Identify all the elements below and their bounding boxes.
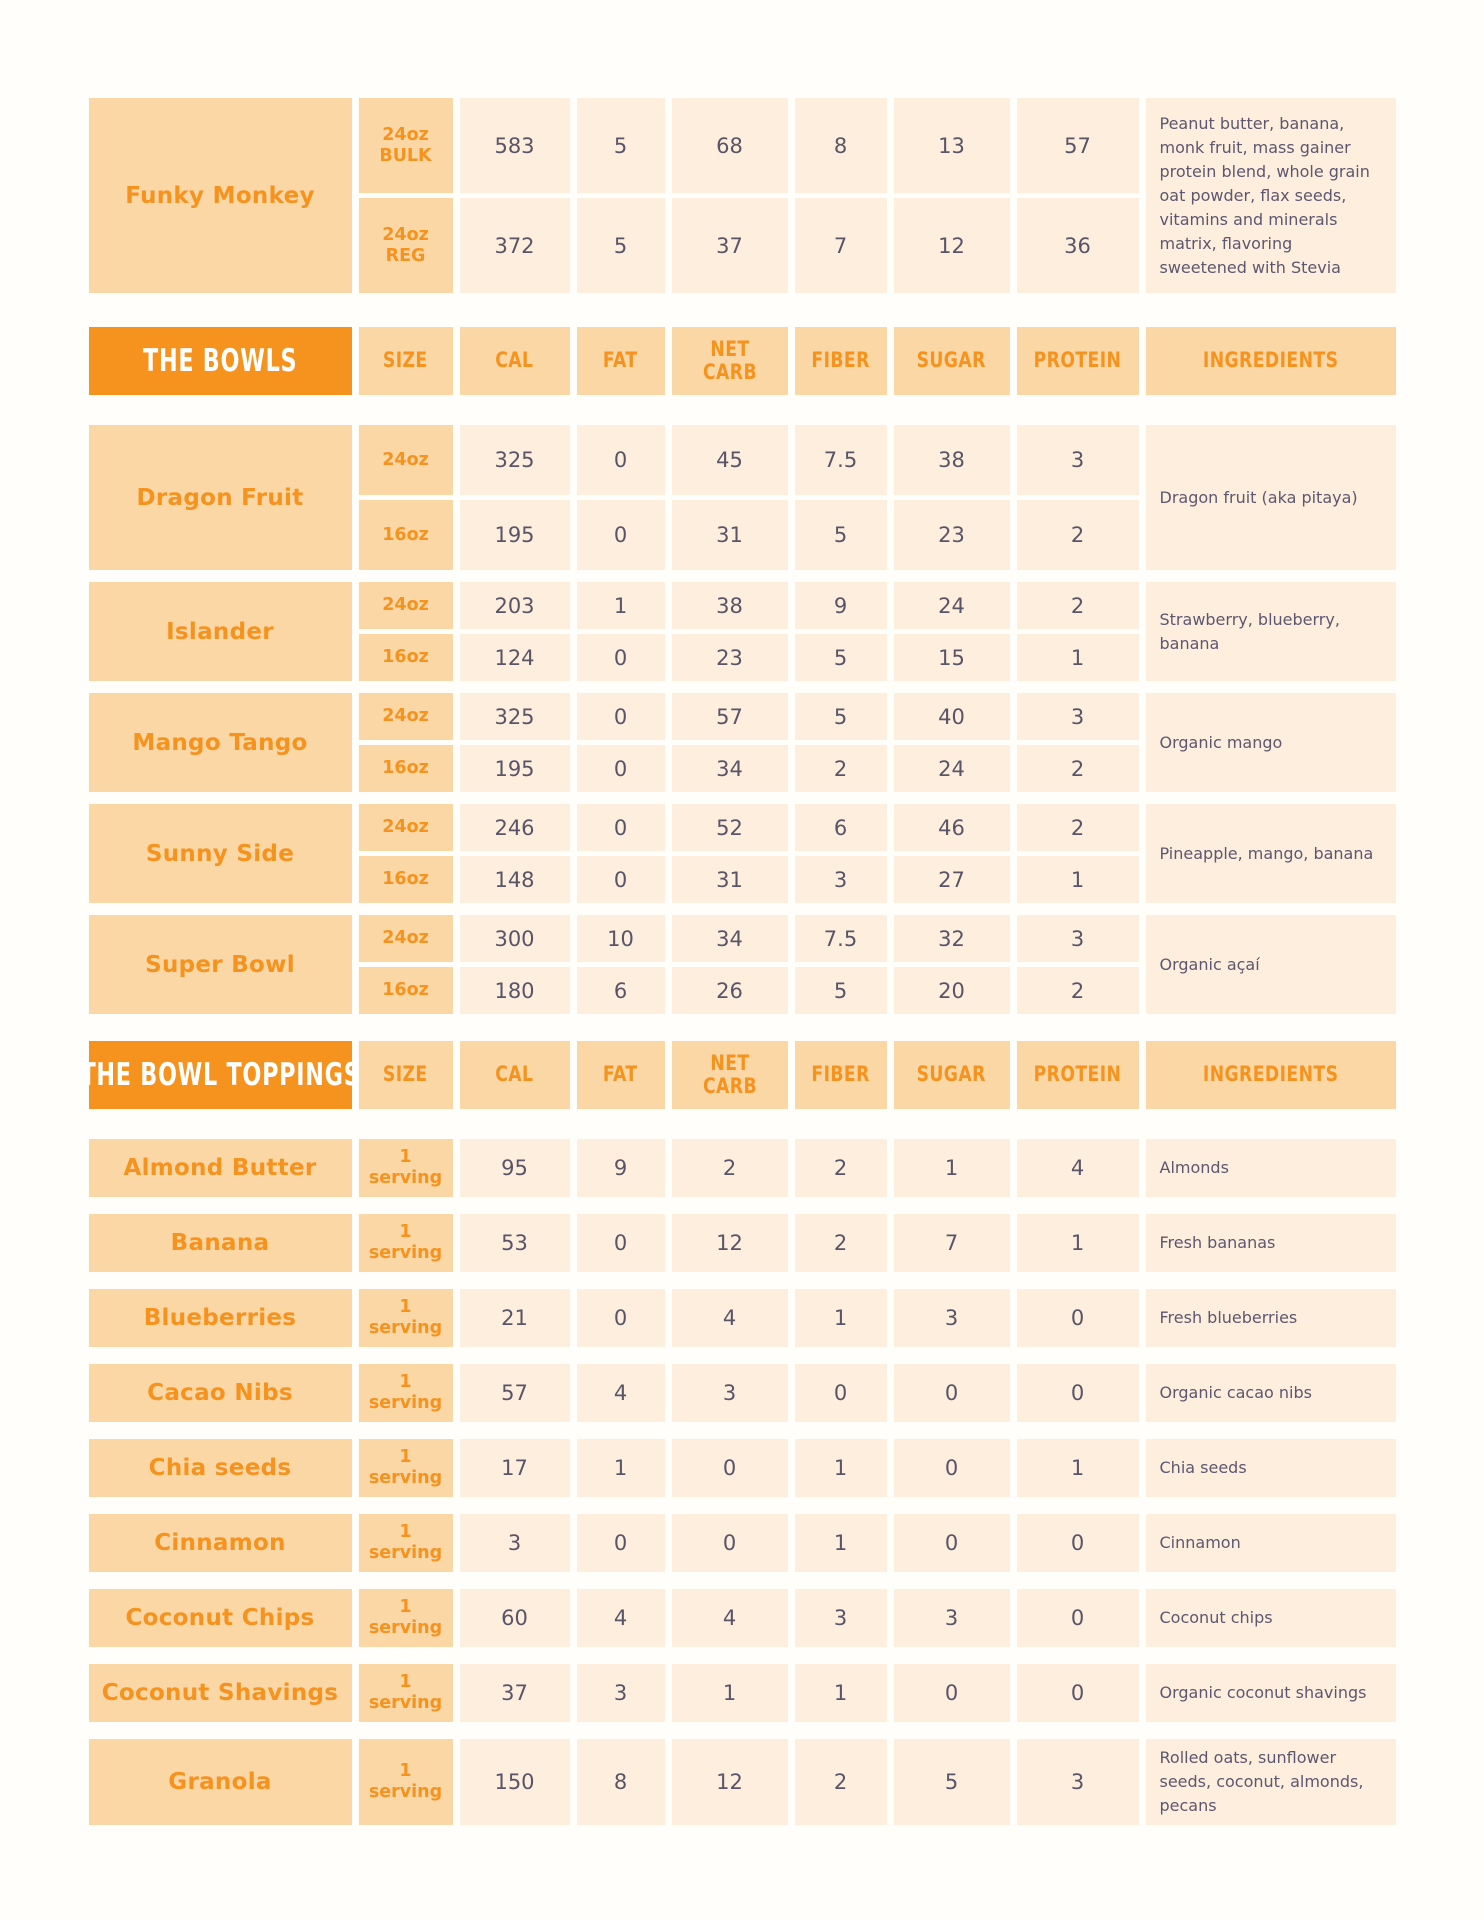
sugar-value: 32 (894, 915, 1010, 962)
nutrition-table (79, 0, 1396, 1825)
ingredients-cell: Peanut butter, banana, monk fruit, mass gainer protein blend, whole grain oat powder, flax seeds, vitamins and minerals matrix, flavoring sweetened with Stevia (1146, 98, 1396, 293)
column-header-text: SUGAR (916, 348, 987, 373)
size-label-line: 16oz (382, 758, 429, 778)
column-header-text: FIBER (811, 1062, 870, 1087)
product-row (89, 1439, 1396, 1497)
product-row (89, 693, 1396, 792)
cal-value: 180 (460, 967, 570, 1014)
column-header-size (359, 1041, 453, 1109)
fat-value: 5 (577, 98, 665, 193)
net-carb-value: 0 (672, 1439, 788, 1497)
product-name: Dragon Fruit (89, 425, 352, 570)
sugar-value: 23 (894, 500, 1010, 570)
fat-value: 6 (577, 967, 665, 1014)
net-carb-value: 31 (672, 856, 788, 903)
fiber-value: 3 (795, 856, 887, 903)
product-row (89, 1214, 1396, 1272)
size-label-line: serving (368, 1318, 443, 1338)
size-label-line: BULK (379, 145, 432, 166)
fat-value: 0 (577, 693, 665, 740)
cal-value: 21 (460, 1289, 570, 1347)
cal-value: 60 (460, 1589, 570, 1647)
ingredients-cell: Organic cacao nibs (1146, 1364, 1396, 1422)
ingredients-cell: Cinnamon (1146, 1514, 1396, 1572)
protein-value: 0 (1017, 1289, 1139, 1347)
product-name: Almond Butter (89, 1139, 352, 1197)
size-label-line: 16oz (382, 524, 429, 545)
protein-value: 36 (1017, 198, 1139, 293)
size-cell (359, 1364, 453, 1422)
cal-value: 195 (460, 745, 570, 792)
protein-value: 1 (1017, 856, 1139, 903)
product-row (89, 582, 1396, 681)
column-header-text: INGREDIENTS (1202, 348, 1339, 373)
size-cell (359, 98, 453, 193)
net-carb-value: 23 (672, 634, 788, 681)
fat-value: 0 (577, 804, 665, 851)
protein-value: 0 (1017, 1364, 1139, 1422)
section-title-text: THE BOWL TOPPINGS (79, 1057, 361, 1093)
fiber-value: 7 (795, 198, 887, 293)
sugar-value: 15 (894, 634, 1010, 681)
product-row (89, 1289, 1396, 1347)
net-carb-value: 12 (672, 1739, 788, 1825)
column-header-protein (1017, 327, 1139, 395)
column-header-text: FIBER (811, 348, 870, 373)
product-row (89, 1739, 1396, 1825)
column-header-net-carb (672, 1041, 788, 1109)
cal-value: 150 (460, 1739, 570, 1825)
cal-value: 57 (460, 1364, 570, 1422)
size-cell (359, 1139, 453, 1197)
protein-value: 1 (1017, 1439, 1139, 1497)
sugar-value: 27 (894, 856, 1010, 903)
cal-value: 53 (460, 1214, 570, 1272)
size-label-line: REG (385, 245, 426, 266)
net-carb-value: 34 (672, 745, 788, 792)
column-header-net-carb (672, 327, 788, 395)
product-name: Coconut Shavings (89, 1664, 352, 1722)
section-title (89, 327, 352, 395)
sugar-value: 13 (894, 98, 1010, 193)
fiber-value: 2 (795, 745, 887, 792)
size-label-line: 24oz (382, 449, 429, 470)
size-label-line: 16oz (382, 980, 429, 1000)
product-row (89, 1139, 1396, 1197)
fiber-value: 9 (795, 582, 887, 629)
fat-value: 0 (577, 425, 665, 495)
size-label-line: 16oz (382, 869, 429, 889)
protein-value: 2 (1017, 967, 1139, 1014)
net-carb-value: 52 (672, 804, 788, 851)
product-name: Coconut Chips (89, 1589, 352, 1647)
column-header-ingredients (1146, 327, 1396, 395)
cal-value: 148 (460, 856, 570, 903)
fiber-value: 1 (795, 1439, 887, 1497)
column-header-text: NET CARB (702, 1050, 757, 1098)
size-label-line: 24oz (382, 595, 429, 615)
protein-value: 2 (1017, 745, 1139, 792)
ingredients-cell: Fresh bananas (1146, 1214, 1396, 1272)
sugar-value: 7 (894, 1214, 1010, 1272)
size-cell (359, 1739, 453, 1825)
sugar-value: 1 (894, 1139, 1010, 1197)
product-name: Chia seeds (89, 1439, 352, 1497)
cal-value: 37 (460, 1664, 570, 1722)
protein-value: 2 (1017, 500, 1139, 570)
protein-value: 2 (1017, 804, 1139, 851)
cal-value: 325 (460, 425, 570, 495)
ingredients-cell: Pineapple, mango, banana (1146, 804, 1396, 903)
fiber-value: 7.5 (795, 915, 887, 962)
product-name: Mango Tango (89, 693, 352, 792)
size-cell (359, 693, 453, 740)
section-header-row (89, 327, 1396, 395)
net-carb-value: 1 (672, 1664, 788, 1722)
protein-value: 2 (1017, 582, 1139, 629)
net-carb-value: 37 (672, 198, 788, 293)
net-carb-value: 31 (672, 500, 788, 570)
fat-value: 10 (577, 915, 665, 962)
column-header-sugar (894, 327, 1010, 395)
column-header-protein (1017, 1041, 1139, 1109)
cal-value: 124 (460, 634, 570, 681)
size-label-line: 24oz (382, 706, 429, 726)
sugar-value: 24 (894, 745, 1010, 792)
net-carb-value: 34 (672, 915, 788, 962)
size-label-line: serving (368, 1468, 443, 1488)
protein-value: 3 (1017, 915, 1139, 962)
cal-value: 17 (460, 1439, 570, 1497)
protein-value: 0 (1017, 1664, 1139, 1722)
product-row (89, 915, 1396, 1014)
fiber-value: 3 (795, 1589, 887, 1647)
size-cell (359, 967, 453, 1014)
fat-value: 0 (577, 856, 665, 903)
protein-value: 4 (1017, 1139, 1139, 1197)
size-label-line: 1 (399, 1672, 412, 1692)
net-carb-value: 0 (672, 1514, 788, 1572)
size-cell (359, 1589, 453, 1647)
fiber-value: 8 (795, 98, 887, 193)
size-label-line: 1 (399, 1761, 412, 1781)
sugar-value: 0 (894, 1364, 1010, 1422)
size-label-line: serving (368, 1782, 443, 1802)
size-cell (359, 745, 453, 792)
size-label-line: serving (368, 1543, 443, 1563)
fat-value: 0 (577, 634, 665, 681)
column-header-text: FAT (603, 1062, 638, 1087)
size-cell (359, 500, 453, 570)
fiber-value: 0 (795, 1364, 887, 1422)
net-carb-value: 68 (672, 98, 788, 193)
size-cell (359, 1214, 453, 1272)
size-label-line: 1 (399, 1372, 412, 1392)
size-cell (359, 582, 453, 629)
fiber-value: 5 (795, 634, 887, 681)
fiber-value: 2 (795, 1739, 887, 1825)
column-header-text: PROTEIN (1033, 1062, 1122, 1087)
sugar-value: 24 (894, 582, 1010, 629)
ingredients-cell: Rolled oats, sunflower seeds, coconut, almonds, pecans (1146, 1739, 1396, 1825)
size-label-line: 16oz (382, 647, 429, 667)
cal-value: 3 (460, 1514, 570, 1572)
column-header-size (359, 327, 453, 395)
column-header-cal (460, 327, 570, 395)
fiber-value: 2 (795, 1214, 887, 1272)
protein-value: 0 (1017, 1514, 1139, 1572)
product-name: Super Bowl (89, 915, 352, 1014)
sugar-value: 5 (894, 1739, 1010, 1825)
fat-value: 0 (577, 1289, 665, 1347)
column-header-text: SIZE (383, 348, 428, 373)
sugar-value: 0 (894, 1514, 1010, 1572)
size-cell (359, 425, 453, 495)
column-header-text: SUGAR (916, 1062, 987, 1087)
protein-value: 57 (1017, 98, 1139, 193)
fat-value: 0 (577, 745, 665, 792)
size-cell (359, 915, 453, 962)
ingredients-cell: Almonds (1146, 1139, 1396, 1197)
ingredients-cell: Chia seeds (1146, 1439, 1396, 1497)
fiber-value: 1 (795, 1664, 887, 1722)
section-the-bowl-toppings (79, 1041, 1396, 1825)
sugar-value: 3 (894, 1589, 1010, 1647)
column-header-text: FAT (603, 348, 638, 373)
fat-value: 4 (577, 1589, 665, 1647)
column-header-text: CAL (495, 348, 534, 373)
fiber-value: 7.5 (795, 425, 887, 495)
size-cell (359, 198, 453, 293)
ingredients-cell: Organic mango (1146, 693, 1396, 792)
sugar-value: 38 (894, 425, 1010, 495)
column-header-fiber (795, 1041, 887, 1109)
net-carb-value: 2 (672, 1139, 788, 1197)
fiber-value: 6 (795, 804, 887, 851)
ingredients-cell: Strawberry, blueberry, banana (1146, 582, 1396, 681)
column-header-fat (577, 1041, 665, 1109)
net-carb-value: 4 (672, 1589, 788, 1647)
cal-value: 583 (460, 98, 570, 193)
column-header-fat (577, 327, 665, 395)
size-label-line: serving (368, 1393, 443, 1413)
size-cell (359, 1664, 453, 1722)
fat-value: 5 (577, 198, 665, 293)
product-name: Blueberries (89, 1289, 352, 1347)
section-the-bowls (89, 327, 1396, 1014)
protein-value: 1 (1017, 1214, 1139, 1272)
product-name: Cinnamon (89, 1514, 352, 1572)
product-name: Funky Monkey (89, 98, 352, 293)
ingredients-cell: Organic açaí (1146, 915, 1396, 1014)
cal-value: 195 (460, 500, 570, 570)
column-header-ingredients (1146, 1041, 1396, 1109)
sugar-value: 12 (894, 198, 1010, 293)
column-header-text: SIZE (383, 1062, 428, 1087)
fat-value: 3 (577, 1664, 665, 1722)
product-row (89, 425, 1396, 570)
size-label-line: serving (368, 1618, 443, 1638)
fiber-value: 1 (795, 1289, 887, 1347)
net-carb-value: 12 (672, 1214, 788, 1272)
protein-value: 3 (1017, 425, 1139, 495)
column-header-cal (460, 1041, 570, 1109)
fat-value: 8 (577, 1739, 665, 1825)
fiber-value: 2 (795, 1139, 887, 1197)
fat-value: 4 (577, 1364, 665, 1422)
cal-value: 246 (460, 804, 570, 851)
size-cell (359, 1289, 453, 1347)
fiber-value: 5 (795, 967, 887, 1014)
size-label-line: 1 (399, 1447, 412, 1467)
size-label-line: serving (368, 1168, 443, 1188)
net-carb-value: 26 (672, 967, 788, 1014)
size-label-line: 24oz (382, 124, 429, 145)
cal-value: 372 (460, 198, 570, 293)
fat-value: 9 (577, 1139, 665, 1197)
product-row (89, 1514, 1396, 1572)
ingredients-cell: Dragon fruit (aka pitaya) (1146, 425, 1396, 570)
size-cell (359, 634, 453, 681)
net-carb-value: 3 (672, 1364, 788, 1422)
product-name: Granola (89, 1739, 352, 1825)
size-label-line: 24oz (382, 928, 429, 948)
section-header-row (79, 1041, 1396, 1109)
size-label-line: 1 (399, 1522, 412, 1542)
column-header-text: INGREDIENTS (1202, 1062, 1339, 1087)
net-carb-value: 45 (672, 425, 788, 495)
size-cell (359, 1514, 453, 1572)
size-label-line: 1 (399, 1597, 412, 1617)
fat-value: 1 (577, 582, 665, 629)
size-label-line: 1 (399, 1222, 412, 1242)
ingredients-cell: Fresh blueberries (1146, 1289, 1396, 1347)
product-row (89, 1364, 1396, 1422)
fat-value: 0 (577, 1214, 665, 1272)
fat-value: 1 (577, 1439, 665, 1497)
product-row (89, 1664, 1396, 1722)
ingredients-cell: Organic coconut shavings (1146, 1664, 1396, 1722)
column-header-text: PROTEIN (1033, 348, 1122, 373)
fat-value: 0 (577, 1514, 665, 1572)
fat-value: 0 (577, 500, 665, 570)
sugar-value: 20 (894, 967, 1010, 1014)
sugar-value: 0 (894, 1664, 1010, 1722)
section-title (79, 1041, 361, 1109)
net-carb-value: 4 (672, 1289, 788, 1347)
size-cell (359, 1439, 453, 1497)
cal-value: 203 (460, 582, 570, 629)
protein-value: 3 (1017, 693, 1139, 740)
protein-value: 3 (1017, 1739, 1139, 1825)
size-label-line: 24oz (382, 817, 429, 837)
column-header-text: CAL (495, 1062, 534, 1087)
size-cell (359, 856, 453, 903)
sugar-value: 40 (894, 693, 1010, 740)
size-label-line: 1 (399, 1147, 412, 1167)
sugar-value: 3 (894, 1289, 1010, 1347)
size-label-line: serving (368, 1693, 443, 1713)
column-header-fiber (795, 327, 887, 395)
product-row (89, 98, 1396, 293)
column-header-sugar (894, 1041, 1010, 1109)
net-carb-value: 38 (672, 582, 788, 629)
product-name: Banana (89, 1214, 352, 1272)
column-header-text: NET CARB (702, 336, 757, 384)
protein-value: 0 (1017, 1589, 1139, 1647)
size-label-line: 1 (399, 1297, 412, 1317)
net-carb-value: 57 (672, 693, 788, 740)
size-cell (359, 804, 453, 851)
cal-value: 325 (460, 693, 570, 740)
sugar-value: 46 (894, 804, 1010, 851)
section-smoothies-continued (89, 98, 1396, 293)
product-name: Islander (89, 582, 352, 681)
size-label-line: 24oz (382, 224, 429, 245)
product-name: Cacao Nibs (89, 1364, 352, 1422)
size-label-line: serving (368, 1243, 443, 1263)
section-title-text: THE BOWLS (142, 343, 298, 379)
fiber-value: 5 (795, 693, 887, 740)
cal-value: 300 (460, 915, 570, 962)
product-name: Sunny Side (89, 804, 352, 903)
fiber-value: 5 (795, 500, 887, 570)
protein-value: 1 (1017, 634, 1139, 681)
ingredients-cell: Coconut chips (1146, 1589, 1396, 1647)
cal-value: 95 (460, 1139, 570, 1197)
fiber-value: 1 (795, 1514, 887, 1572)
product-row (89, 804, 1396, 903)
sugar-value: 0 (894, 1439, 1010, 1497)
product-row (89, 1589, 1396, 1647)
